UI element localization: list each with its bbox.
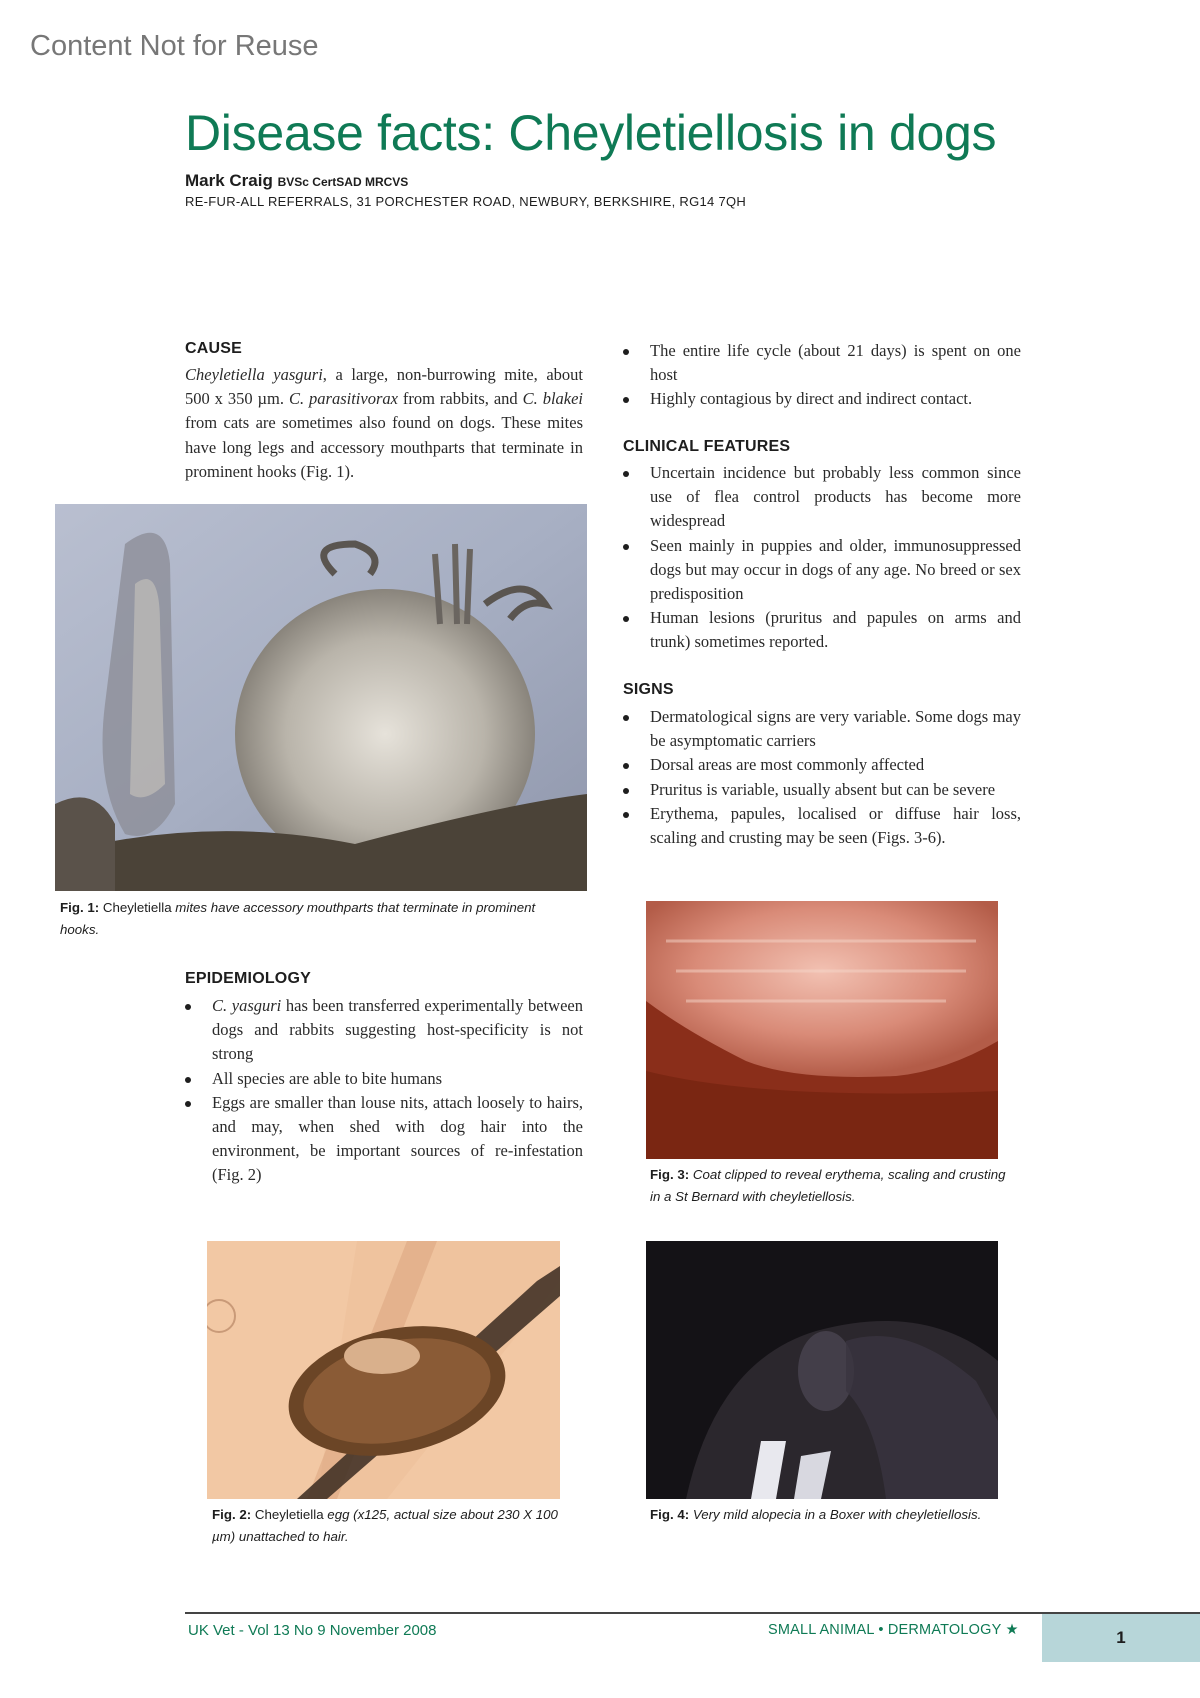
figure-4-caption <box>650 1504 1010 1526</box>
lifecycle-item: Highly contagious by direct and indirect contact. <box>621 387 1021 411</box>
clinical-feature-item: Human lesions (pruritus and papules on arms and trunk) sometimes reported. <box>621 606 1021 654</box>
cause-species-3: C. blakei <box>522 389 584 409</box>
lifecycle-item: The entire life cycle (about 21 days) is spent on one host <box>621 339 1021 387</box>
figure-1-caption <box>60 897 540 941</box>
cause-text-2: from rabbits, and <box>397 389 523 409</box>
sign-item: Dorsal areas are most commonly affected <box>621 753 1021 777</box>
figure-2-image <box>207 1241 560 1499</box>
sign-item: Erythema, papules, localised or diffuse hair loss, scaling and crusting may be seen (Figs. 3-6). <box>621 802 1021 850</box>
signs-list <box>621 705 1021 850</box>
sign-item: Dermatological signs are very variable. Some dogs may be asymptomatic carriers <box>621 705 1021 753</box>
clinical-features-heading: CLINICAL FEATURES <box>623 438 791 455</box>
watermark: Content Not for Reuse <box>30 30 319 62</box>
figure-2-genus: Cheyletiella <box>251 1507 328 1522</box>
cause-text-1: , a large, non-burrowing mite, about 500 x 350 µm. <box>185 365 583 409</box>
figure-4-text: Very mild alopecia in a Boxer with cheyletiellosis. <box>689 1507 982 1522</box>
figure-1-label: Fig. 1: <box>60 900 100 915</box>
clinical-features-list <box>621 461 1021 655</box>
epidemiology-heading: EPIDEMIOLOGY <box>185 970 311 987</box>
figure-4-image <box>646 1241 998 1499</box>
clinical-feature-item: Seen mainly in puppies and older, immunosuppressed dogs but may occur in dogs of any age. No breed or sex predisposition <box>621 534 1021 607</box>
figure-1-image <box>55 504 587 891</box>
figure-1-genus: Cheyletiella <box>99 900 176 915</box>
epidemiology-item: All species are able to bite humans <box>183 1067 583 1091</box>
figure-4-label: Fig. 4: <box>650 1507 690 1522</box>
lifecycle-list <box>621 339 1021 412</box>
epidemiology-item <box>183 994 583 1067</box>
epidemiology-list <box>183 994 583 1188</box>
article-title: Disease facts: Cheyletiellosis in dogs <box>185 105 997 161</box>
figure-3-image <box>646 901 998 1159</box>
epidemiology-item-1-text: has been transferred experimentally between dogs and rabbits suggesting host-specificity is not strong <box>212 996 583 1064</box>
cause-text-3: from cats are sometimes also found on dogs. These mites have long legs and accessory mouthparts that terminate in prominent hooks (Fig. 1). <box>185 413 583 481</box>
epidemiology-item: Eggs are smaller than louse nits, attach loosely to hairs, and may, when shed with dog hair into the environment, be important sources of re-infestation (Fig. 2) <box>183 1091 583 1188</box>
page-number: 1 <box>1042 1614 1200 1662</box>
cause-species-2: C. parasitivorax <box>288 389 398 409</box>
cause-heading: CAUSE <box>185 340 243 357</box>
figure-3-caption <box>650 1164 1010 1208</box>
epidemiology-species: C. yasguri <box>212 996 282 1015</box>
figure-2-label: Fig. 2: <box>212 1507 252 1522</box>
figure-3-text: Coat clipped to reveal erythema, scaling and crusting in a St Bernard with cheyletiellosis. <box>650 1167 1006 1204</box>
author-line <box>185 171 408 191</box>
sign-item: Pruritus is variable, usually absent but can be severe <box>621 778 1021 802</box>
figure-3-label: Fig. 3: <box>650 1167 690 1182</box>
footer-section: SMALL ANIMAL • DERMATOLOGY ★ <box>768 1622 1019 1638</box>
figure-2-text: egg (x125, actual size about 230 X 100 µm) unattached to hair. <box>212 1507 558 1544</box>
author-affiliation: RE-FUR-ALL REFERRALS, 31 PORCHESTER ROAD, NEWBURY, BERKSHIRE, RG14 7QH <box>185 194 747 209</box>
author-name: Mark Craig <box>185 171 273 190</box>
figure-1-text: mites have accessory mouthparts that terminate in prominent hooks. <box>60 900 536 937</box>
signs-heading: SIGNS <box>623 681 674 698</box>
figure-2-caption <box>212 1504 572 1548</box>
clinical-feature-item: Uncertain incidence but probably less common since use of flea control products has become more widespread <box>621 461 1021 534</box>
cause-paragraph <box>185 363 583 484</box>
author-qualifications: BVSc CertSAD MRCVS <box>277 175 409 189</box>
footer-journal: UK Vet - Vol 13 No 9 November 2008 <box>188 1622 437 1639</box>
cause-species-1: Cheyletiella yasguri <box>185 365 323 384</box>
